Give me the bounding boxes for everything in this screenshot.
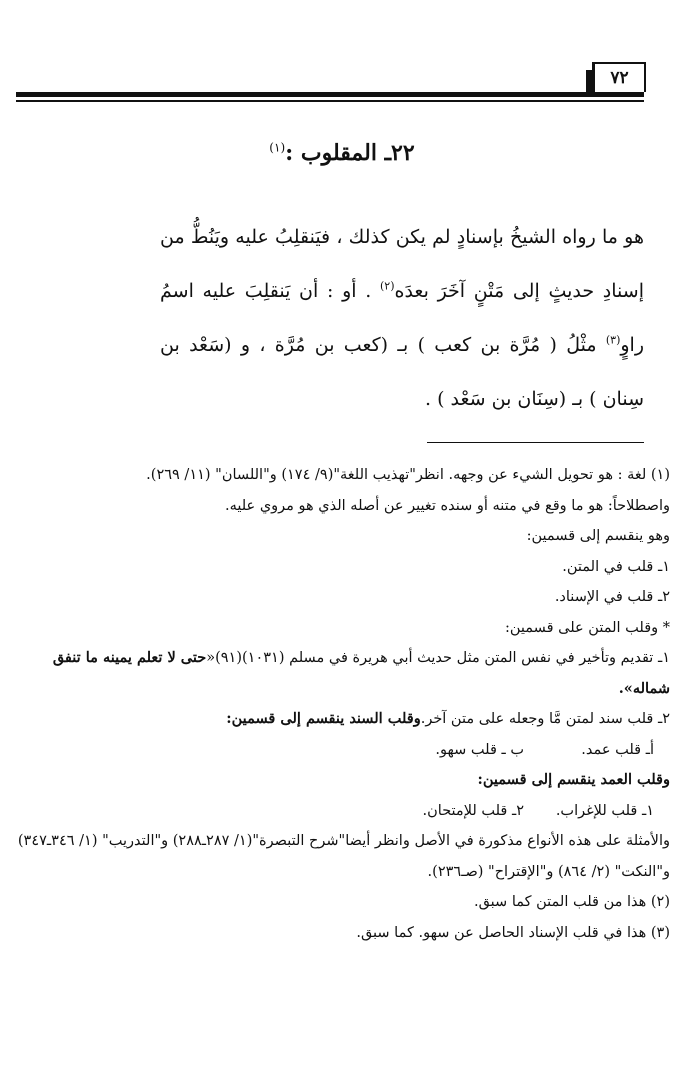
footnotes bbox=[14, 460, 670, 948]
main-text-part-3: مثْلُ ( مُرَّة بن كعب ) بـ (كعب بن مُرَّة ، و (سَعْد بن سِنان ) بـ (سِنَان بن سَعْد ) . bbox=[160, 334, 644, 410]
footnote-2: (٢) هذا من قلب المتن كما سبق. bbox=[473, 894, 670, 910]
main-text-part-2: . أو : أن يَنقلِبَ عليه اسمُ راوٍ bbox=[160, 280, 644, 356]
page-number bbox=[592, 62, 646, 92]
footnote-1-matn-1-text: ١ـ تقديم وتأخير في نفس المتن مثل حديث أبي هريرة في مسلم (١٠٣١)(٩١)« bbox=[206, 650, 670, 666]
footnote-1-definition: واصطلاحاً: هو ما وقع في متنه أو سنده تغيير عن أصله الذي هو مروي عليه. bbox=[225, 497, 670, 514]
header-rule bbox=[16, 92, 644, 97]
footnote-1-matn-1-hadith: حتى لا تعلم يمينه ما تنفق شماله». bbox=[52, 649, 670, 697]
footnote-1-item-2: ٢ـ قلب في الإسناد. bbox=[554, 589, 670, 605]
header-rule-thin bbox=[16, 100, 644, 102]
footnote-1-examples: والأمثلة على هذه الأنواع مذكورة في الأصل وانظر أيضا"شرح التبصرة"(١/ ٢٨٧ـ٢٨٨) و"التدريب" (١/ ٣٤٦ـ٣٤٧) و"النكت" (٢/ ٨٦٤) و"الإقتراح" (صـ٢٣٦). bbox=[17, 833, 670, 880]
footnote-1-matn-1 bbox=[14, 643, 670, 704]
footnote-1-matn-2-text: ٢ـ قلب سند لمتن مَّا وجعله على متن آخر. bbox=[420, 711, 670, 727]
main-text-part-1: هو ما رواه الشيخُ بإسنادٍ لم يكن كذلك ، فيَنقلِبُ عليه ويَنُطُّ من إسنادِ حديثٍ إلى مَتْنٍ آخَرَ بعدَه bbox=[160, 226, 644, 302]
footnote-ref-3: (٣) bbox=[605, 333, 621, 347]
footnote-1-sanad-types bbox=[14, 735, 670, 766]
footnote-1-amd-heading: وقلب العمد ينقسم إلى قسمين: bbox=[477, 771, 670, 788]
footnote-1-division: وهو ينقسم إلى قسمين: bbox=[526, 528, 670, 544]
footnote-1-line: (١) لغة : هو تحويل الشيء عن وجهه. انظر"تهذيب اللغة"(٩/ ١٧٤) و"اللسان" (١١/ ٢٦٩). bbox=[146, 467, 670, 483]
footnote-1-amd-types bbox=[14, 796, 670, 827]
section-title-text: ٢٢ـ المقلوب : bbox=[285, 140, 415, 166]
footnote-1-sanad-1: أـ قلب عمد. bbox=[581, 741, 654, 758]
page-number-text: ٧٢ bbox=[610, 68, 629, 88]
main-paragraph bbox=[160, 210, 644, 426]
footnote-ref-2: (٢) bbox=[379, 279, 395, 293]
footnote-separator bbox=[427, 442, 644, 443]
footnote-1-amd-1: ١ـ قلب للإغراب. bbox=[555, 802, 654, 819]
footnote-1-sanad-heading: وقلب السند ينقسم إلى قسمين: bbox=[226, 710, 421, 727]
footnote-1-matn-2 bbox=[14, 704, 670, 735]
footnote-1-amd-2: ٢ـ قلب للإمتحان. bbox=[422, 802, 524, 819]
footnote-1-sanad-2: ب ـ قلب سهو. bbox=[435, 741, 524, 758]
section-title bbox=[0, 140, 684, 166]
footnote-3: (٣) هذا في قلب الإسناد الحاصل عن سهو. كما سبق. bbox=[356, 924, 670, 941]
title-footnote-ref: (١) bbox=[269, 140, 286, 155]
footnote-1-item-1: ١ـ قلب في المتن. bbox=[562, 558, 670, 575]
footnote-1-matn: * وقلب المتن على قسمين: bbox=[505, 619, 670, 636]
